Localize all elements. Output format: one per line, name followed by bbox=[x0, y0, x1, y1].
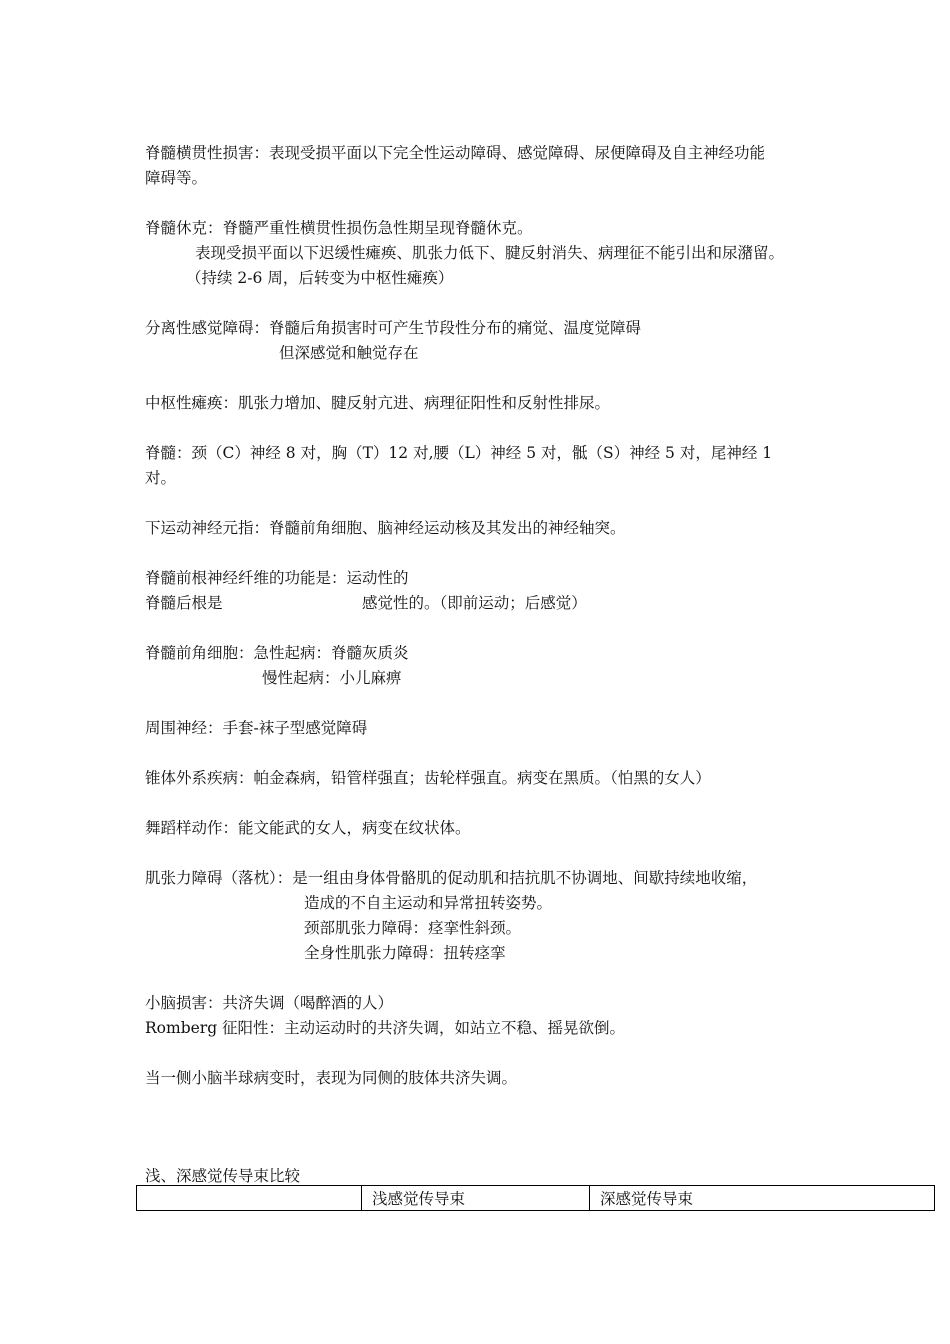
text-line-extrapyramidal: 锥体外系疾病：帕金森病，铅管样强直；齿轮样强直。病变在黑质。（怕黑的女人） bbox=[145, 769, 711, 787]
text-line-lower-motor-neuron: 下运动神经元指：脊髓前角细胞、脑神经运动核及其发出的神经轴突。 bbox=[145, 519, 626, 537]
text-line-peripheral-nerve: 周围神经：手套-袜子型感觉障碍 bbox=[145, 719, 368, 737]
text-line-romberg: Romberg 征阳性：主动运动时的共济失调，如站立不稳、摇晃欲倒。 bbox=[145, 1019, 626, 1037]
text-line-anterior-root: 脊髓前根神经纤维的功能是：运动性的 bbox=[145, 569, 409, 587]
text-line-spinal-transverse-1: 脊髓横贯性损害：表现受损平面以下完全性运动障碍、感觉障碍、尿便障碍及自主神经功能 bbox=[145, 144, 766, 162]
text-line-spinal-nerves-1: 脊髓：颈（C）神经 8 对，胸（T）12 对,腰（L）神经 5 对，骶（S）神经 5 对，尾神经 1 bbox=[145, 444, 773, 462]
text-line-dissociated-sensory: 分离性感觉障碍：脊髓后角损害时可产生节段性分布的痛觉、温度觉障碍 bbox=[145, 319, 642, 337]
text-line-dystonia-cervical: 颈部肌张力障碍：痉挛性斜颈。 bbox=[304, 919, 522, 937]
text-line-dystonia-generalized: 全身性肌张力障碍：扭转痉挛 bbox=[304, 944, 506, 962]
text-line-cerebellar-damage: 小脑损害：共济失调（喝醉酒的人） bbox=[145, 994, 394, 1012]
text-line-spinal-shock-duration: （持续 2-6 周，后转变为中枢性瘫痪） bbox=[186, 269, 454, 287]
text-line-spinal-nerves-2: 对。 bbox=[145, 469, 177, 487]
table-header-cell-superficial: 浅感觉传导束 bbox=[362, 1186, 590, 1211]
text-line-anterior-horn-acute: 脊髓前角细胞：急性起病：脊髓灰质炎 bbox=[145, 644, 409, 662]
text-line-central-paralysis: 中枢性瘫痪：肌张力增加、腱反射亢进、病理征阳性和反射性排尿。 bbox=[145, 394, 611, 412]
text-line-spinal-transverse-2: 障碍等。 bbox=[145, 169, 208, 187]
table-header-row bbox=[137, 1186, 935, 1211]
sensory-tract-comparison-table bbox=[136, 1185, 935, 1211]
text-line-anterior-horn-chronic: 慢性起病：小儿麻痹 bbox=[262, 669, 402, 687]
text-line-posterior-root-label: 脊髓后根是 bbox=[145, 594, 223, 612]
text-line-posterior-root-value: 感觉性的。（即前运动；后感觉） bbox=[362, 594, 587, 612]
table-header-cell-deep: 深感觉传导束 bbox=[590, 1186, 935, 1211]
text-line-dystonia-2: 造成的不自主运动和异常扭转姿势。 bbox=[304, 894, 553, 912]
text-line-spinal-shock-detail: 表现受损平面以下迟缓性瘫痪、肌张力低下、腱反射消失、病理征不能引出和尿潴留。 bbox=[195, 244, 785, 262]
table-header-cell-empty bbox=[137, 1186, 362, 1211]
text-line-dissociated-sensory-2: 但深感觉和触觉存在 bbox=[279, 344, 419, 362]
table-caption: 浅、深感觉传导束比较 bbox=[145, 1167, 301, 1185]
text-line-cerebellar-hemisphere: 当一侧小脑半球病变时，表现为同侧的肢体共济失调。 bbox=[145, 1069, 518, 1087]
text-line-spinal-shock: 脊髓休克：脊髓严重性横贯性损伤急性期呈现脊髓休克。 bbox=[145, 219, 533, 237]
text-line-chorea: 舞蹈样动作：能文能武的女人，病变在纹状体。 bbox=[145, 819, 471, 837]
text-line-dystonia-1: 肌张力障碍（落枕）：是一组由身体骨骼肌的促动肌和拮抗肌不协调地、间歇持续地收缩， bbox=[145, 869, 758, 887]
